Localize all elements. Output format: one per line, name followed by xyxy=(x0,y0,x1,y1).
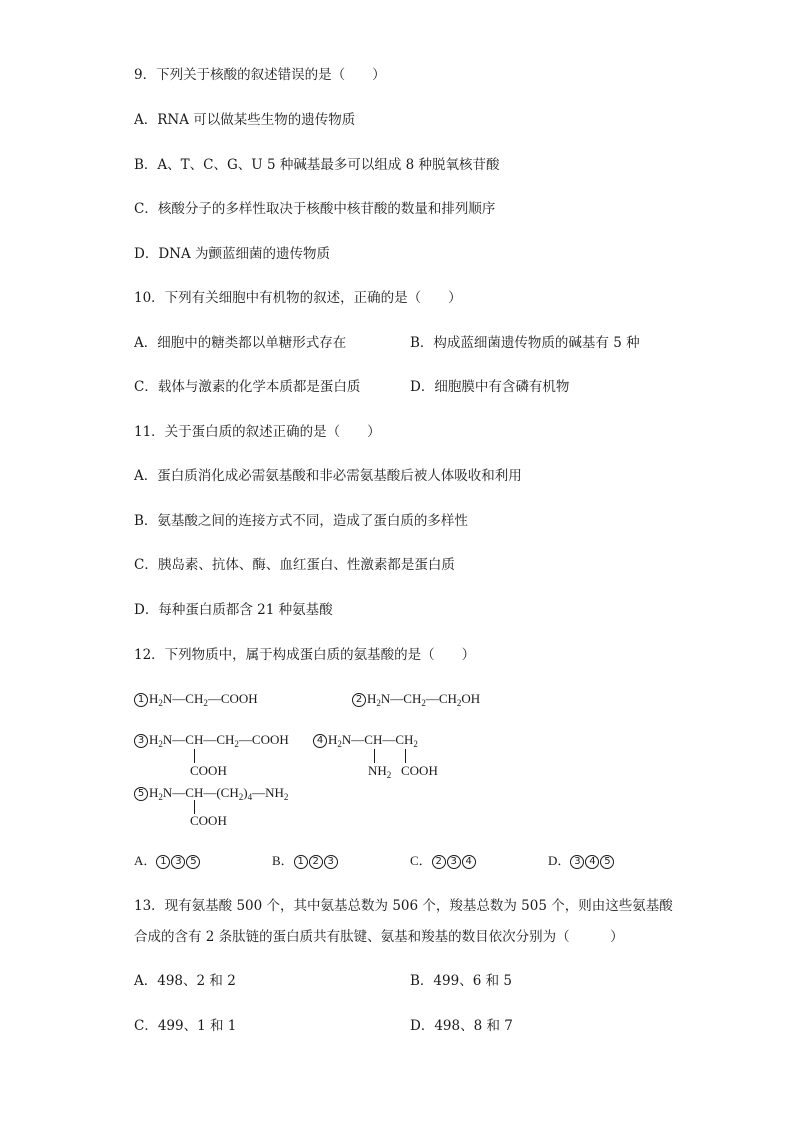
q12-option-b: B． 1 2 3 xyxy=(272,853,339,869)
q11-option-d: D．每种蛋白质都含 21 种氨基酸 xyxy=(134,602,333,618)
q9-option-a: A．RNA 可以做某些生物的遗传物质 xyxy=(134,112,356,128)
q10-option-a: A．细胞中的糖类都以单糖形式存在 xyxy=(134,335,347,351)
q10-option-d: D．细胞膜中有含磷有机物 xyxy=(410,379,570,395)
q10-option-b: B．构成蓝细菌遗传物质的碱基有 5 种 xyxy=(410,335,640,351)
circled-number: 1 xyxy=(134,693,148,707)
q11-stem: 11．关于蛋白质的叙述正确的是（ ） xyxy=(134,424,381,440)
q9-option-c: C．核酸分子的多样性取决于核酸中核苷酸的数量和排列顺序 xyxy=(134,201,496,217)
q13-option-a: A．498、2 和 2 xyxy=(134,973,236,989)
circled-number: 5 xyxy=(134,787,148,801)
molecule-4-branch-carboxyl: COOH xyxy=(401,763,438,778)
q13-option-d: D．498、8 和 7 xyxy=(410,1018,513,1034)
molecule-3: 3 $H_2N—CH—CH_2—COOH$ xyxy=(134,732,289,748)
circled-number: 3 xyxy=(171,855,185,869)
circled-number: 3 xyxy=(570,855,584,869)
q11-option-c: C．胰岛素、抗体、酶、血红蛋白、性激素都是蛋白质 xyxy=(134,557,455,573)
q11-option-a: A．蛋白质消化成必需氨基酸和非必需氨基酸后被人体吸收和利用 xyxy=(134,468,522,484)
circled-number: 3 xyxy=(134,734,148,748)
bond-line xyxy=(194,800,195,814)
bond-line xyxy=(405,749,406,763)
circled-number: 1 xyxy=(294,855,308,869)
q9-option-d: D．DNA 为颤蓝细菌的遗传物质 xyxy=(134,246,331,262)
circled-number: 2 xyxy=(352,693,366,707)
circled-number: 3 xyxy=(324,855,338,869)
q10-option-c: C．载体与激素的化学本质都是蛋白质 xyxy=(134,379,361,395)
molecule-5-branch: COOH xyxy=(190,813,227,828)
molecule-1: 1 $H_2N—CH_2—COOH$ xyxy=(134,691,258,707)
circled-number: 3 xyxy=(447,855,461,869)
circled-number: 4 xyxy=(462,855,476,869)
circled-number: 2 xyxy=(309,855,323,869)
q12-option-c: C． 2 3 4 xyxy=(410,853,477,869)
bond-line xyxy=(374,749,375,763)
molecule-4: 4 $H_2N—CH—CH_2$ xyxy=(313,732,418,748)
molecule-4-branch-amino: $NH_2$ xyxy=(368,763,392,780)
circled-number: 4 xyxy=(585,855,599,869)
q12-option-d: D． 3 4 5 xyxy=(548,853,615,869)
molecule-3-branch: COOH xyxy=(190,763,227,778)
molecule-2: 2 $H_2N—CH_2—CH_2OH$ xyxy=(352,691,480,707)
q9-stem: 9．下列关于核酸的叙述错误的是（ ） xyxy=(134,67,386,83)
circled-number: 2 xyxy=(432,855,446,869)
q12-stem: 12．下列物质中，属于构成蛋白质的氨基酸的是（ ） xyxy=(134,647,476,663)
circled-number: 5 xyxy=(186,855,200,869)
circled-number: 5 xyxy=(600,855,614,869)
circled-number: 1 xyxy=(156,855,170,869)
q9-option-b: B．A、T、C、G、U 5 种碱基最多可以组成 8 种脱氧核苷酸 xyxy=(134,157,500,173)
q12-option-a: A． 1 3 5 xyxy=(134,853,201,869)
q11-option-b: B．氨基酸之间的连接方式不同，造成了蛋白质的多样性 xyxy=(134,513,468,529)
q13-option-b: B．499、6 和 5 xyxy=(410,973,512,989)
q10-stem: 10．下列有关细胞中有机物的叙述，正确的是（ ） xyxy=(134,290,462,306)
bond-line xyxy=(194,749,195,763)
q13-stem-line1: 13．现有氨基酸 500 个，其中氨基总数为 506 个，羧基总数为 505 个，则由这些氨基酸 xyxy=(134,898,673,914)
circled-number: 4 xyxy=(313,734,327,748)
q13-option-c: C．499、1 和 1 xyxy=(134,1018,237,1034)
q13-stem-line2: 合成的含有 2 条肽链的蛋白质共有肽键、氨基和羧基的数目依次分别为（ ） xyxy=(134,929,624,945)
molecule-5: 5 $H_2N—CH—(CH_2)_4—NH_2$ xyxy=(134,785,288,801)
